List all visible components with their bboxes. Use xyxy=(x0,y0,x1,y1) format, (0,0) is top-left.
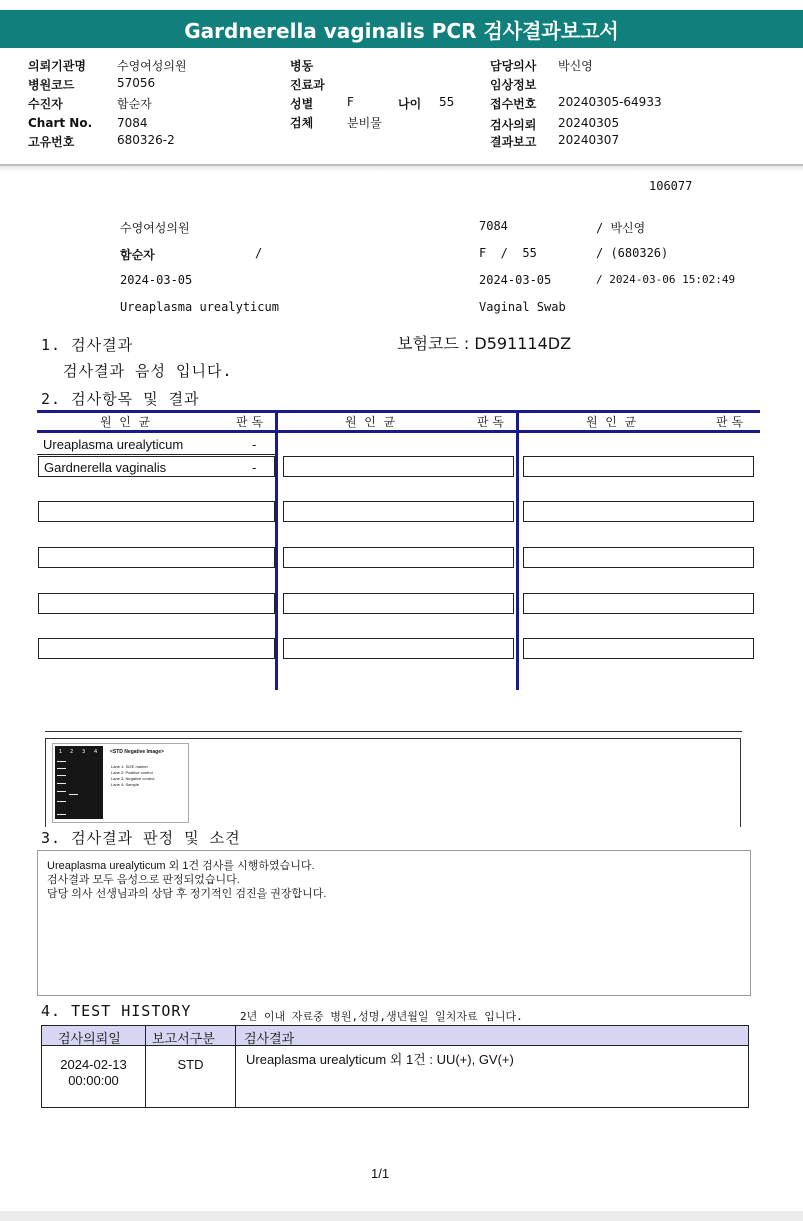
results-table-divider-2 xyxy=(516,410,519,690)
header-label-patient: 수진자 xyxy=(28,97,63,111)
result-cell xyxy=(38,501,275,522)
history-row-type: STD xyxy=(177,1057,204,1072)
info-clinic: 수영여성의원 xyxy=(120,221,190,235)
results-table-divider-1 xyxy=(275,410,278,690)
header-value-hospital-code: 57056 xyxy=(117,76,156,90)
gel-band xyxy=(57,801,66,802)
result-cell xyxy=(523,638,754,659)
info-date-3: / 2024-03-06 15:02:49 xyxy=(596,273,736,286)
result-cell xyxy=(523,547,754,568)
header-label-clinic: 의뢰기관명 xyxy=(28,59,86,73)
gel-band xyxy=(57,768,66,769)
info-chart: 7084 xyxy=(479,219,508,233)
gel-lane-4: 4 xyxy=(94,749,98,755)
result-cell xyxy=(523,456,754,477)
gel-legend-item: Lane 1: SIZE marker xyxy=(111,764,148,769)
history-row-result: Ureaplasma urealyticum 외 1건 : UU(+), GV(+) xyxy=(246,1052,514,1067)
history-note: 2년 이내 자료중 병원,성명,생년월일 일치자료 입니다. xyxy=(240,1010,523,1023)
result-row-1-underline xyxy=(37,454,275,455)
info-patient: 함순자 xyxy=(120,248,155,262)
gel-legend-item: Lane 2: Positive control xyxy=(111,770,153,775)
header-value-receipt-no: 20240305-64933 xyxy=(558,95,662,109)
gel-band xyxy=(57,791,66,792)
result-cell xyxy=(283,638,514,659)
results-table-header-rule xyxy=(37,430,760,433)
opinion-line-3: 담당 의사 선생님과의 상담 후 정기적인 검진을 권장합니다. xyxy=(47,888,327,900)
image-box-top-rule xyxy=(45,731,742,732)
gel-legend-item: Lane 4: Sample xyxy=(111,782,140,787)
page-bottom-edge xyxy=(0,1211,803,1221)
header-label-doctor: 담당의사 xyxy=(490,59,537,73)
header-label-age: 나이 xyxy=(398,97,422,111)
sheet-shadow xyxy=(0,166,803,172)
header-label-chart-no: Chart No. xyxy=(28,116,93,130)
history-col-result: 검사결과 xyxy=(244,1031,295,1046)
gel-band xyxy=(57,775,66,776)
header-label-unique-no: 고유번호 xyxy=(28,135,75,149)
record-code: 106077 xyxy=(649,179,693,193)
report-title: Gardnerella vaginalis PCR 검사결과보고서 xyxy=(0,10,803,48)
section-1-heading: 1. 검사결과 xyxy=(41,336,134,354)
result-row-2-value: - xyxy=(252,460,257,475)
opinion-text xyxy=(47,859,326,901)
header-label-receipt-no: 접수번호 xyxy=(490,97,537,111)
gel-legend-item: Lane 3: Negative control xyxy=(111,776,155,781)
info-patient-separator: / xyxy=(255,246,263,260)
page-number: 1/1 xyxy=(371,1166,390,1181)
gel-legend xyxy=(111,764,154,788)
col-header-pathogen-1: 원 인 균 xyxy=(100,415,151,429)
result-cell xyxy=(38,547,275,568)
header-value-sex: F xyxy=(347,95,354,109)
gel-band xyxy=(69,794,78,795)
header-value-doctor: 박신영 xyxy=(558,59,593,73)
header-value-request-date: 20240305 xyxy=(558,116,620,130)
opinion-line-2: 검사결과 모두 음성으로 판정되었습니다. xyxy=(47,874,240,886)
header-value-unique-no: 680326-2 xyxy=(117,133,175,147)
result-cell xyxy=(283,456,514,477)
gel-band xyxy=(57,761,66,762)
header-value-patient: 함순자 xyxy=(117,97,152,111)
header-value-specimen: 분비물 xyxy=(347,116,382,130)
opinion-box xyxy=(37,850,751,996)
col-header-pathogen-3: 원 인 균 xyxy=(586,415,637,429)
section-3-heading: 3. 검사결과 판정 및 소견 xyxy=(41,829,241,847)
col-header-judge-2: 판 독 xyxy=(477,415,504,429)
info-birth: / (680326) xyxy=(596,246,669,260)
header-label-request-date: 검사의뢰 xyxy=(490,118,537,132)
gel-lane-1: 1 xyxy=(59,749,63,755)
header-label-sex: 성별 xyxy=(290,97,314,111)
header-value-clinic: 수영여성의원 xyxy=(117,59,187,73)
result-cell xyxy=(283,593,514,614)
header-label-ward: 병동 xyxy=(290,59,314,73)
history-row-date: 2024-02-13 xyxy=(60,1057,127,1072)
insurance-code: 보험코드 : D591114DZ xyxy=(397,334,572,353)
info-doctor: / 박신영 xyxy=(596,221,646,235)
history-table-header xyxy=(41,1025,749,1046)
col-header-pathogen-2: 원 인 균 xyxy=(345,415,396,429)
result-cell xyxy=(38,638,275,659)
result-row-1-value: - xyxy=(252,437,257,452)
result-cell xyxy=(283,501,514,522)
section-2-heading: 2. 검사항목 및 결과 xyxy=(41,390,200,408)
history-col-type: 보고서구분 xyxy=(152,1031,215,1046)
header-label-dept: 진료과 xyxy=(290,78,325,92)
header-label-specimen: 검체 xyxy=(290,116,314,130)
info-date-1: 2024-03-05 xyxy=(120,273,193,287)
header-value-chart-no: 7084 xyxy=(117,116,148,130)
result-cell xyxy=(283,547,514,568)
result-row-2-name: Gardnerella vaginalis xyxy=(44,460,167,475)
opinion-line-1: Ureaplasma urealyticum 외 1건 검사를 시행하였습니다. xyxy=(47,860,315,872)
header-label-hospital-code: 병원코드 xyxy=(28,78,75,92)
history-row-time: 00:00:00 xyxy=(68,1073,119,1088)
section-1-result: 검사결과 음성 입니다. xyxy=(63,362,233,380)
history-col-divider xyxy=(235,1025,236,1108)
gel-lane-2: 2 xyxy=(70,749,74,755)
header-label-clinical-info: 임상정보 xyxy=(490,78,537,92)
col-header-judge-1: 판 독 xyxy=(236,415,263,429)
info-test: Ureaplasma urealyticum xyxy=(120,300,279,314)
result-cell xyxy=(523,593,754,614)
header-value-report-date: 20240307 xyxy=(558,133,620,147)
col-header-judge-3: 판 독 xyxy=(716,415,743,429)
result-row-1-name: Ureaplasma urealyticum xyxy=(43,437,184,452)
info-sex-age: F / 55 xyxy=(479,246,537,260)
header-label-report-date: 결과보고 xyxy=(490,135,537,149)
header-value-age: 55 xyxy=(439,95,455,109)
gel-photo xyxy=(55,746,103,819)
result-cell xyxy=(523,501,754,522)
info-date-2: 2024-03-05 xyxy=(479,273,552,287)
section-4-heading: 4. TEST HISTORY xyxy=(41,1002,192,1020)
gel-title: <STD Negative Image> xyxy=(110,749,164,755)
info-specimen: Vaginal Swab xyxy=(479,300,566,314)
result-cell xyxy=(38,593,275,614)
gel-band xyxy=(57,814,66,815)
history-col-date: 검사의뢰일 xyxy=(58,1031,121,1046)
gel-image xyxy=(52,743,189,823)
gel-lane-3: 3 xyxy=(82,749,86,755)
gel-band xyxy=(57,783,66,784)
